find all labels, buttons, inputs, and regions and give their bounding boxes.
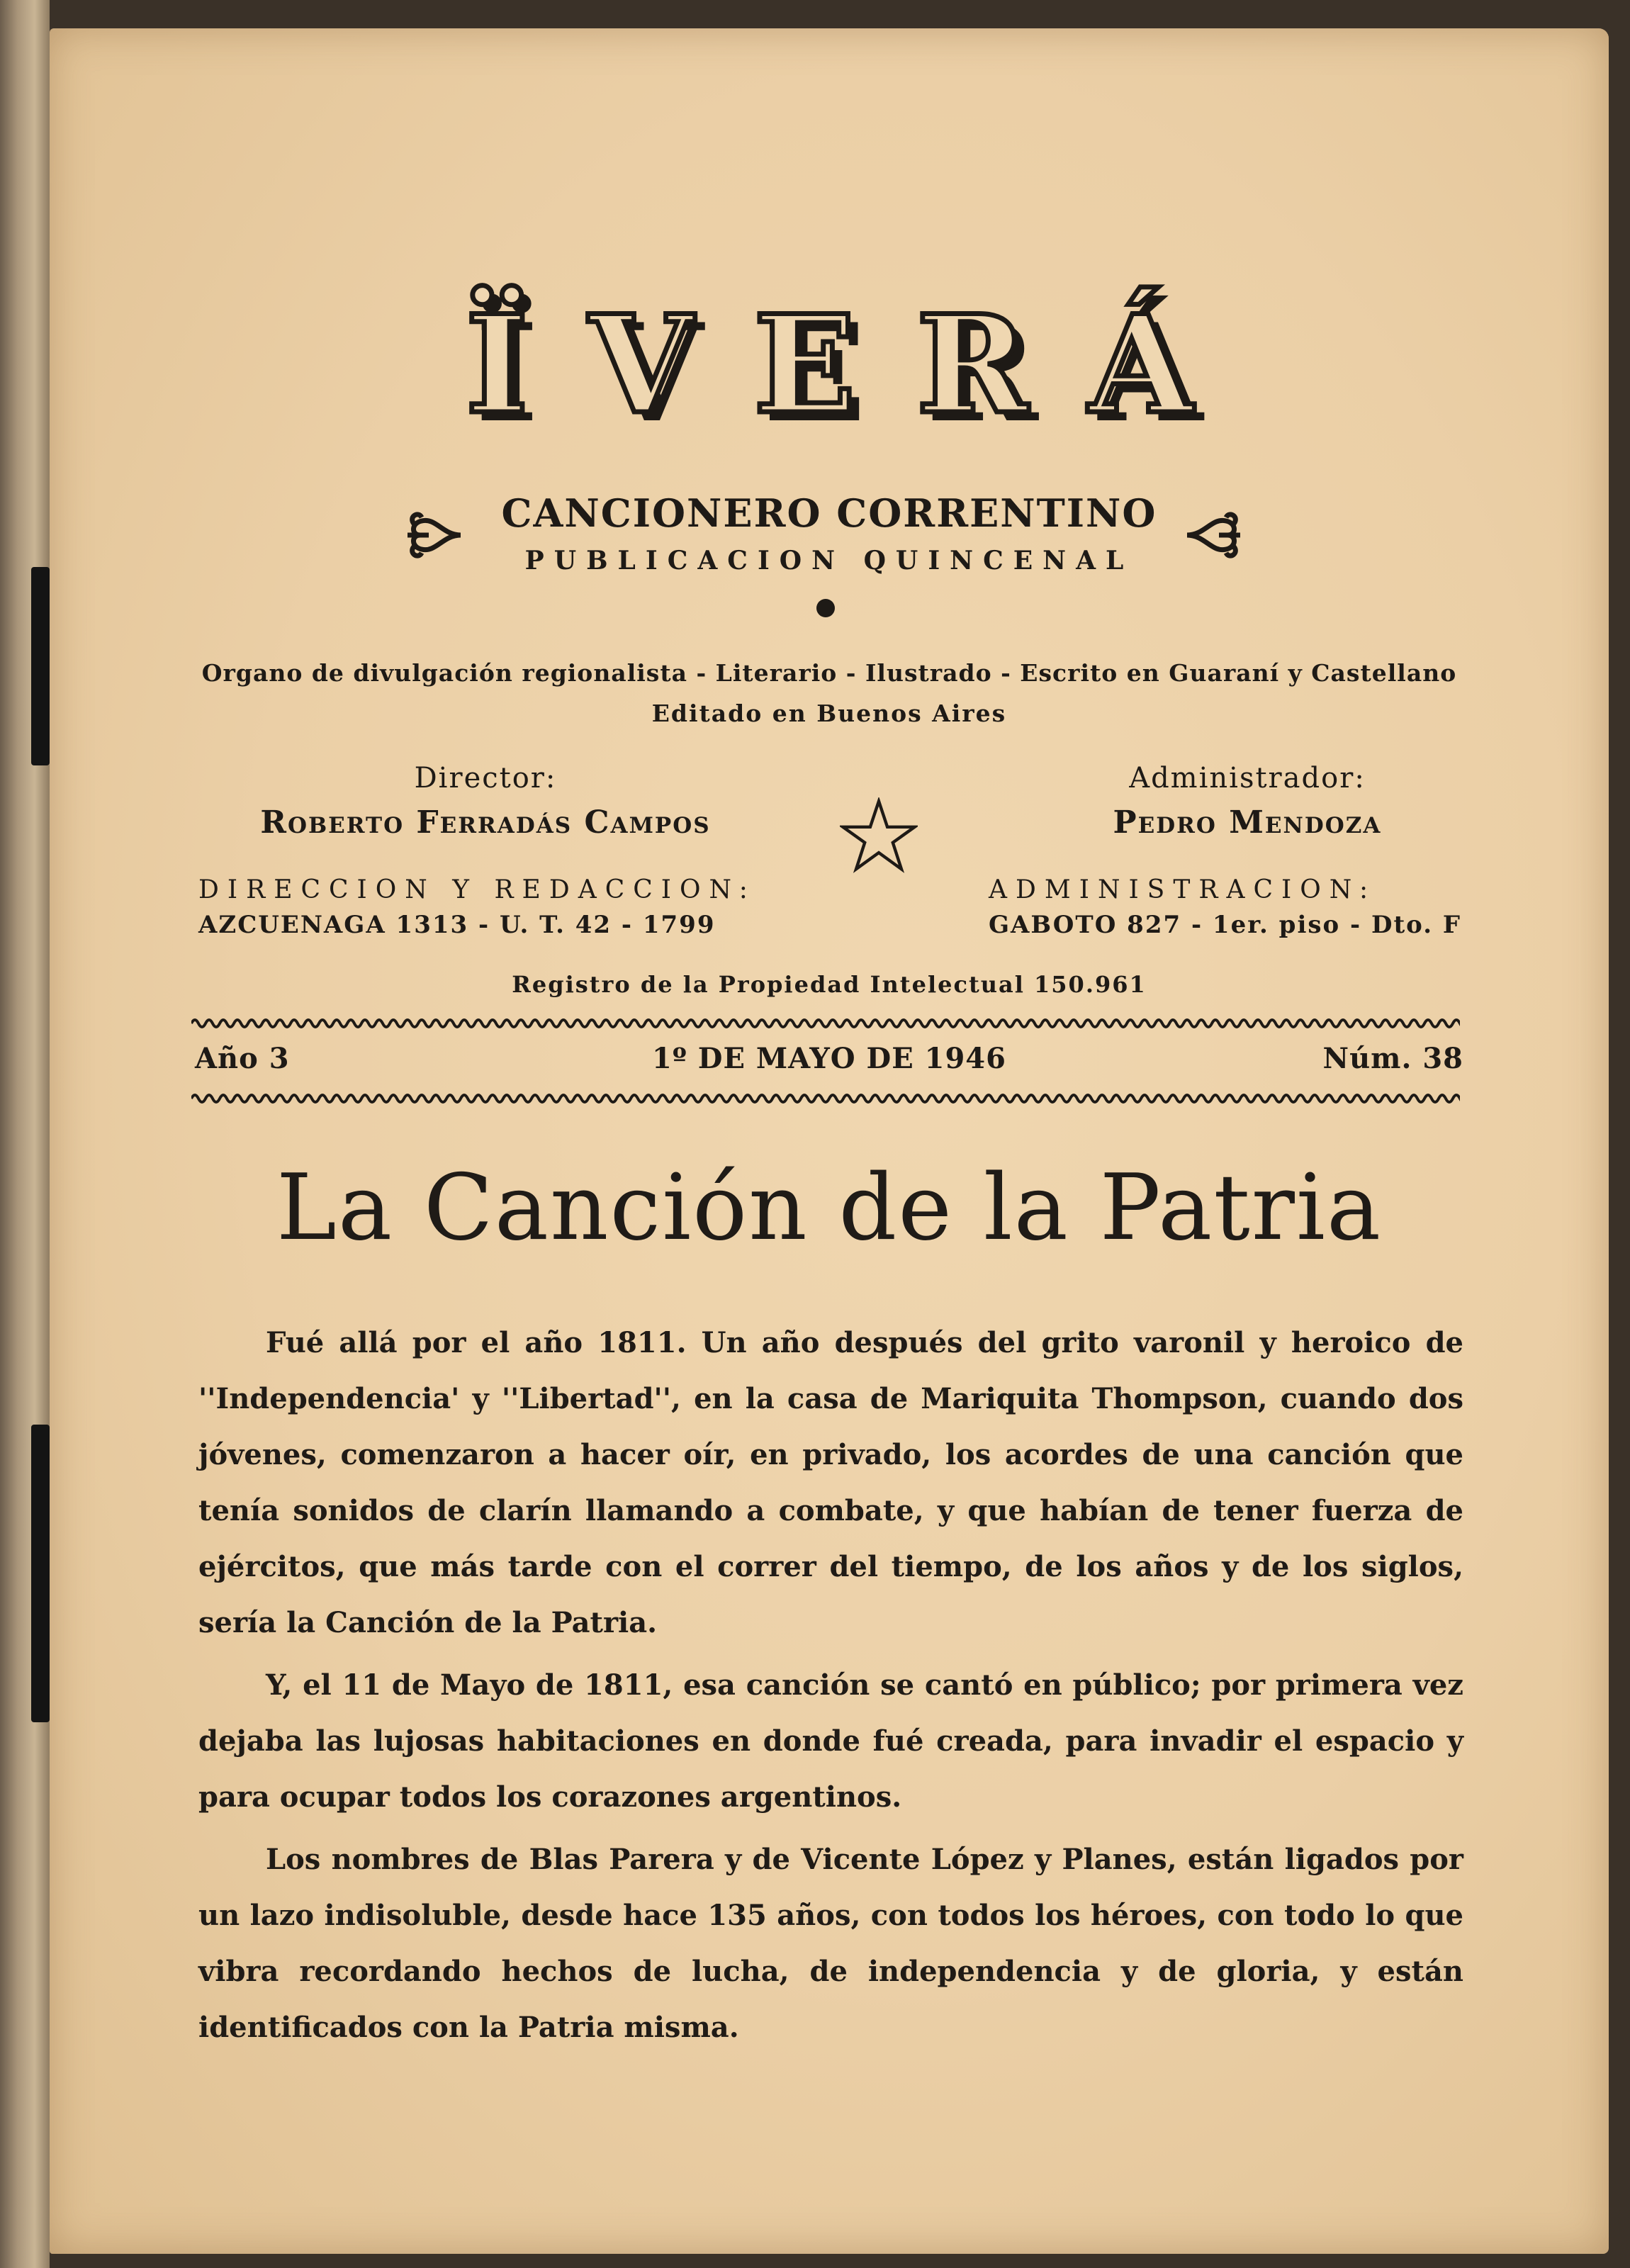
organo-line: Organo de divulgación regionalista - Literario - Ilustrado - Escrito en Guaraní y Castellano	[201, 659, 1457, 687]
article-paragraph: Fué allá por el año 1811. Un año después del grito varonil y heroico de ''Independencia' y ''Libertad'', en la casa de Mariquita Thompson, cuando dos jóvenes, comenzaron a hacer oír, en privado, los acordes de una canción que tenía sonidos de clarín llamando a combate, y que habían de tener fuerza de ejércitos, que más tarde con el correr del tiempo, de los años y de los siglos, sería la Canción de la Patria.	[198, 1326, 1463, 1639]
wavy-rule-bottom	[191, 1090, 1460, 1107]
spine-tab	[31, 567, 50, 765]
direccion-value: AZCUENAGA 1313 - U. T. 42 - 1799	[198, 911, 716, 939]
issue-number: Núm. 38	[1322, 1042, 1463, 1075]
registro-line: Registro de la Propiedad Intelectual 150.961	[512, 971, 1147, 998]
direccion-label: DIRECCION Y REDACCION:	[198, 875, 756, 904]
bullet-dot	[816, 599, 835, 617]
book-spine	[0, 0, 50, 2268]
director-label: Director:	[414, 762, 557, 795]
administracion-value: GABOTO 827 - 1er. piso - Dto. F	[989, 911, 1462, 939]
subtitle: CANCIONERO CORRENTINO	[501, 490, 1157, 536]
director-name: Roberto Ferradás Campos	[260, 804, 711, 841]
frequency: PUBLICACION QUINCENAL	[524, 546, 1134, 576]
director-block	[191, 762, 780, 841]
article-body	[198, 1315, 1463, 2062]
article-paragraph: Los nombres de Blas Parera y de Vicente López y Planes, están ligados por un lazo indisoluble, desde hace 135 años, con todos los héroes, con todo lo que vibra recordando hechos de lucha, de independencia y de gloria, y están identificados con la Patria misma.	[198, 1843, 1463, 2044]
wavy-rule-top	[191, 1015, 1460, 1032]
administracion-label: ADMINISTRACION:	[989, 875, 1377, 904]
article-title: La Canción de la Patria	[276, 1155, 1383, 1261]
admin-name: Pedro Mendoza	[1113, 804, 1382, 841]
admin-block	[971, 762, 1524, 841]
article-paragraph: Y, el 11 de Mayo de 1811, esa canción se cantó en público; por primera vez dejaba las lujosas habitaciones en donde fué creada, para invadir el espacio y para ocupar todos los corazones argentinos.	[198, 1668, 1463, 1814]
editado-line: Editado en Buenos Aires	[651, 700, 1007, 727]
masthead-title: ÏVERÁ	[465, 286, 1254, 444]
star-icon	[840, 797, 918, 875]
magazine-page	[50, 28, 1609, 2254]
spine-tab	[31, 1425, 50, 1722]
admin-label: Administrador:	[1129, 762, 1366, 795]
issue-date: 1º DE MAYO DE 1946	[652, 1042, 1006, 1075]
issue-year: Año 3	[195, 1042, 290, 1075]
